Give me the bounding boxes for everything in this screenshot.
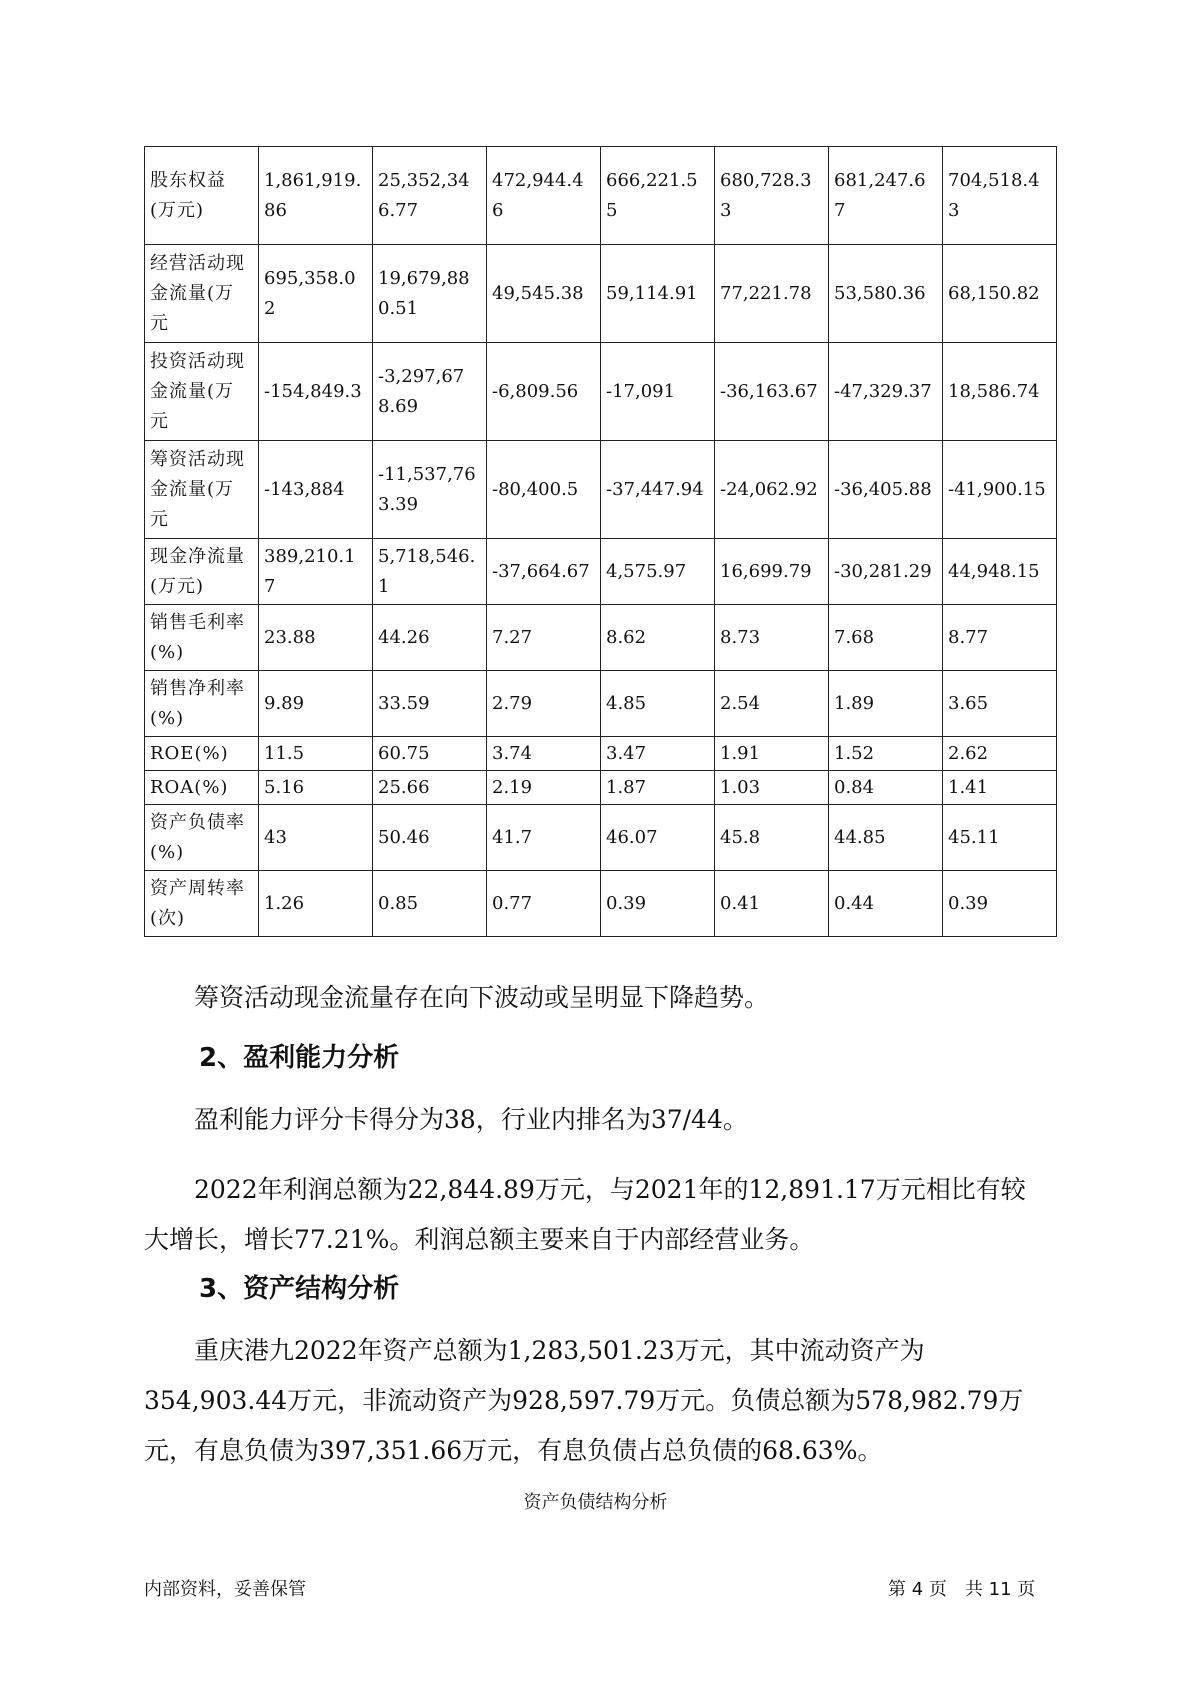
paragraph-financing-trend: 筹资活动现金流量存在向下波动或呈明显下降趋势。	[194, 983, 770, 1012]
table-cell: 704,518.43	[943, 147, 1057, 245]
table-cell: -6,809.56	[487, 343, 601, 441]
table-cell: -41,900.15	[943, 441, 1057, 539]
table-cell: -154,849.3	[259, 343, 373, 441]
table-cell: 4,575.97	[601, 539, 715, 605]
row-label: 资产负债率(%)	[145, 805, 259, 871]
page-total: 11	[988, 1579, 1012, 1600]
row-label: ROA(%)	[145, 771, 259, 805]
table-cell: 33.59	[373, 671, 487, 737]
table-cell: 49,545.38	[487, 245, 601, 343]
footer-page-number	[888, 1575, 1035, 1601]
row-label: 资产周转率(次)	[145, 871, 259, 937]
table-row	[145, 871, 1057, 937]
table-cell: 680,728.33	[715, 147, 829, 245]
table-cell: 0.77	[487, 871, 601, 937]
table-cell: 3.65	[943, 671, 1057, 737]
table-cell: 3.47	[601, 737, 715, 771]
table-cell: 45.8	[715, 805, 829, 871]
table-cell: 7.68	[829, 605, 943, 671]
table-cell: 43	[259, 805, 373, 871]
table-cell: -37,447.94	[601, 441, 715, 539]
table-cell: 9.89	[259, 671, 373, 737]
table-cell: 25.66	[373, 771, 487, 805]
table-cell: 389,210.17	[259, 539, 373, 605]
table-cell: 44.26	[373, 605, 487, 671]
heading-profitability: 2、盈利能力分析	[199, 1043, 400, 1073]
table-cell: 7.27	[487, 605, 601, 671]
table-cell: 44.85	[829, 805, 943, 871]
table-row	[145, 441, 1057, 539]
table-cell: -143,884	[259, 441, 373, 539]
table-cell: 1.03	[715, 771, 829, 805]
table-cell: 8.77	[943, 605, 1057, 671]
row-label: ROE(%)	[145, 737, 259, 771]
table-cell: 0.39	[601, 871, 715, 937]
table-cell: 472,944.46	[487, 147, 601, 245]
table-cell: 11.5	[259, 737, 373, 771]
table-cell: 0.85	[373, 871, 487, 937]
table-cell: 50.46	[373, 805, 487, 871]
row-label: 股东权益(万元)	[145, 147, 259, 245]
table-cell: 2.54	[715, 671, 829, 737]
table-cell: 68,150.82	[943, 245, 1057, 343]
table-cell: 77,221.78	[715, 245, 829, 343]
table-cell: -36,163.67	[715, 343, 829, 441]
table-cell: 1.52	[829, 737, 943, 771]
table-row	[145, 771, 1057, 805]
table-row	[145, 605, 1057, 671]
page-label-prefix: 第	[888, 1579, 906, 1600]
table-cell: 1.87	[601, 771, 715, 805]
table-cell: 2.19	[487, 771, 601, 805]
row-label: 投资活动现金流量(万元	[145, 343, 259, 441]
table-cell: 3.74	[487, 737, 601, 771]
table-cell: 41.7	[487, 805, 601, 871]
table-cell: -37,664.67	[487, 539, 601, 605]
table-cell: 1.41	[943, 771, 1057, 805]
table-cell: 16,699.79	[715, 539, 829, 605]
table-cell: 0.84	[829, 771, 943, 805]
table-cell: -11,537,763.39	[373, 441, 487, 539]
table-cell: -30,281.29	[829, 539, 943, 605]
financial-indicators-table	[144, 146, 1057, 937]
table-row	[145, 147, 1057, 245]
table-cell: 19,679,880.51	[373, 245, 487, 343]
chart-caption: 资产负债结构分析	[523, 1492, 668, 1513]
table-cell: -3,297,678.69	[373, 343, 487, 441]
table-cell: 4.85	[601, 671, 715, 737]
row-label: 筹资活动现金流量(万元	[145, 441, 259, 539]
table-cell: 666,221.55	[601, 147, 715, 245]
row-label: 销售净利率(%)	[145, 671, 259, 737]
page-label-mid: 页 共	[928, 1579, 983, 1600]
table-cell: 18,586.74	[943, 343, 1057, 441]
table-cell: 44,948.15	[943, 539, 1057, 605]
table-row	[145, 539, 1057, 605]
table-cell: 0.39	[943, 871, 1057, 937]
table-row	[145, 737, 1057, 771]
table-cell: 2.62	[943, 737, 1057, 771]
table-row	[145, 343, 1057, 441]
page-label-suffix: 页	[1017, 1579, 1036, 1600]
table-cell: 59,114.91	[601, 245, 715, 343]
footer-confidential-note: 内部资料，妥善保管	[144, 1579, 306, 1600]
table-cell: -80,400.5	[487, 441, 601, 539]
paragraph-profit-total: 2022年利润总额为22,844.89万元，与2021年的12,891.17万元相比有较大增长，增长77.21%。利润总额主要来自于内部经营业务。	[144, 1175, 1026, 1254]
table-cell: 1,861,919.86	[259, 147, 373, 245]
table-row	[145, 671, 1057, 737]
row-label: 销售毛利率(%)	[145, 605, 259, 671]
table-cell: 5.16	[259, 771, 373, 805]
table-cell: 695,358.02	[259, 245, 373, 343]
table-cell: -24,062.92	[715, 441, 829, 539]
table-cell: 25,352,346.77	[373, 147, 487, 245]
table-cell: 0.41	[715, 871, 829, 937]
table-cell: -47,329.37	[829, 343, 943, 441]
table-cell: 681,247.67	[829, 147, 943, 245]
paragraph-profit-score: 盈利能力评分卡得分为38，行业内排名为37/44。	[194, 1105, 748, 1134]
table-row	[145, 805, 1057, 871]
row-label: 经营活动现金流量(万元	[145, 245, 259, 343]
heading-asset-structure: 3、资产结构分析	[199, 1274, 400, 1304]
table-cell: 1.89	[829, 671, 943, 737]
table-row	[145, 245, 1057, 343]
table-cell: 8.62	[601, 605, 715, 671]
table-cell: -36,405.88	[829, 441, 943, 539]
table-cell: 1.26	[259, 871, 373, 937]
table-cell: 60.75	[373, 737, 487, 771]
table-cell: 5,718,546.1	[373, 539, 487, 605]
table-cell: 46.07	[601, 805, 715, 871]
table-cell: 8.73	[715, 605, 829, 671]
row-label: 现金净流量(万元)	[145, 539, 259, 605]
table-cell: 23.88	[259, 605, 373, 671]
table-cell: 53,580.36	[829, 245, 943, 343]
page-current: 4	[911, 1579, 924, 1600]
table-cell: 2.79	[487, 671, 601, 737]
table-cell: 1.91	[715, 737, 829, 771]
table-cell: 45.11	[943, 805, 1057, 871]
table-cell: 0.44	[829, 871, 943, 937]
table-cell: -17,091	[601, 343, 715, 441]
paragraph-asset-structure: 重庆港九2022年资产总额为1,283,501.23万元，其中流动资产为354,903.44万元，非流动资产为928,597.79万元。负债总额为578,982.79万元，有息负债为397,351.66万元，有息负债占总负债的68.63%。	[144, 1336, 1024, 1465]
